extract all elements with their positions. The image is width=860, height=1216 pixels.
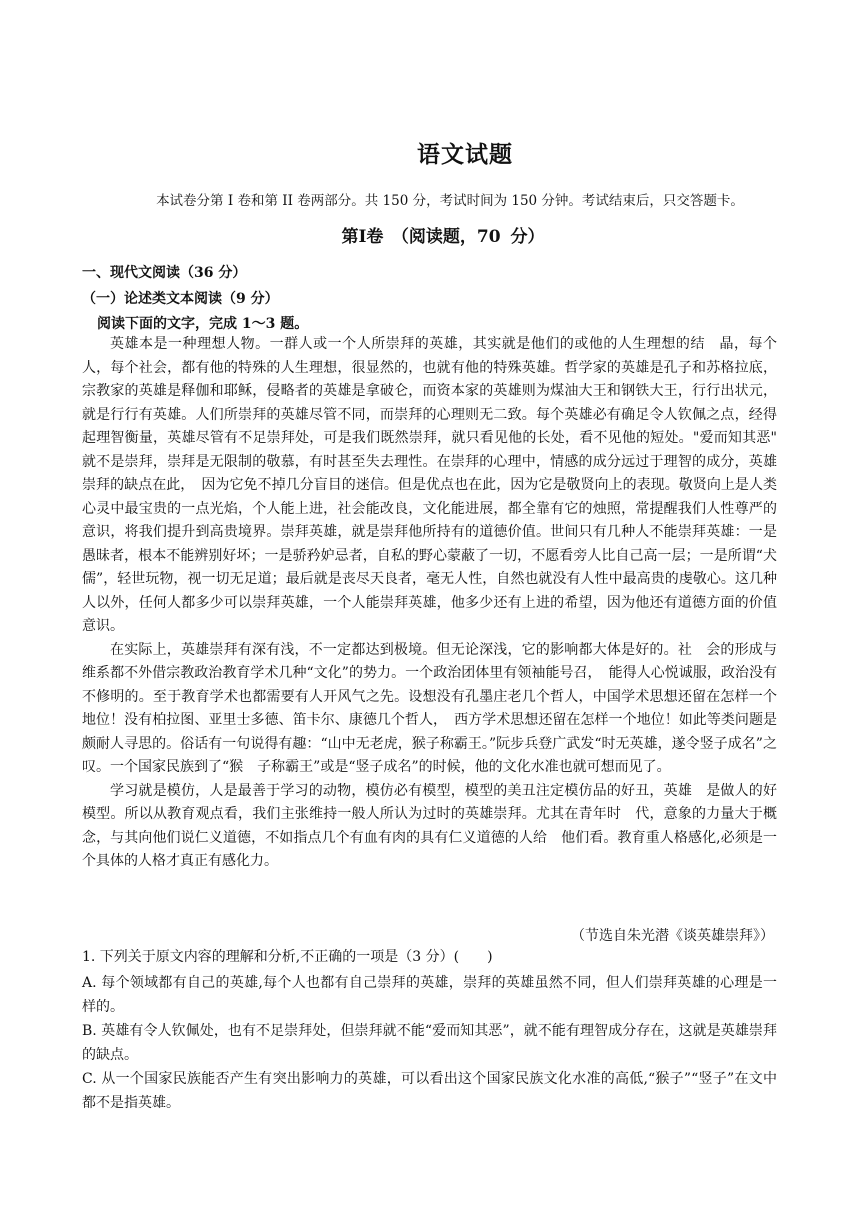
question-1: 1. 下列关于原文内容的理解和分析,不正确的一项是（3 分）( ) bbox=[82, 949, 493, 965]
passage-paragraph-3: 学习就是模仿，人是最善于学习的动物，模仿必有模型，模型的美丑注定模仿品的好丑，英雄 是做人的好模型。所以从教育观点看，我们主张维持一般人所认为过时的英雄崇拜。尤其在青年时 代，意象的力量大于概念，与其向他们说仁义道德，不如指点几个有血有肉的具有仁义道德的人给 他们看。教育重人格感化,必须是一个具体的人格才真正有感化力。 bbox=[82, 782, 777, 869]
reading-passage bbox=[82, 333, 777, 874]
exam-intro: 本试卷分第 I 卷和第 II 卷两部分。共 150 分，考试时间为 150 分钟。考试结束后，只交答题卡。 bbox=[156, 193, 744, 209]
page-title: 语文试题 bbox=[417, 141, 513, 168]
option-b: B. 英雄有令人钦佩处，也有不足崇拜处，但崇拜就不能“爱而知其恶”，就不能有理智成分存在，这就是英雄崇拜的缺点。 bbox=[82, 1023, 777, 1063]
passage-paragraph-1: 英雄本是一种理想人物。一群人或一个人所崇拜的英雄，其实就是他们的或他的人生理想的结 晶，每个人，每个社会，都有他的特殊的人生理想，很显然的，也就有他的特殊英雄。哲学家的英雄是孔子和苏格拉底，宗教家的英雄是释伽和耶稣，侵略者的英雄是拿破仑，而资本家的英雄则为煤油大王和钢铁大王，行行出状元，就是行行有英雄。人们所崇拜的英雄尽管不同，而崇拜的心理则无二致。每个英雄必有确足令人钦佩之点，经得起理智衡量，英雄尽管有不足崇拜处，可是我们既然崇拜，就只看见他的长处，看不见他的短处。"爱而知其恶" 就不是崇拜，崇拜是无限制的敬慕，有时甚至失去理性。在崇拜的心理中，情感的成分远过于理智的成分，英雄崇拜的缺点在此， 因为它免不掉几分盲目的迷信。但是优点也在此，因为它是敬贤向上的表现。敬贤向上是人类心灵中最宝贵的一点光焰，个人能上进，社会能改良，文化能进展，都全靠有它的烛照，常提醒我们人性尊严的意识，将我们提升到高贵境界。崇拜英雄，就是崇拜他所持有的道德价值。世间只有几种人不能崇拜英雄：一是愚昧者，根本不能辨别好坏；一是骄矜妒忌者，自私的野心蒙蔽了一切，不愿看旁人比自己高一层；一是所谓“犬儒”，轻世玩物，视一切无足道；最后就是丧尽天良者，毫无人性，自然也就没有人性中最高贵的虔敬心。这几种人以外，任何人都多少可以崇拜英雄，一个人能崇拜英雄，他多少还有上进的希望，因为他还有道德方面的价值意识。 bbox=[82, 336, 777, 634]
reading-instruction: 阅读下面的文字，完成 1～3 题。 bbox=[97, 316, 309, 332]
subsection-heading: （一）论述类文本阅读（9 分） bbox=[82, 291, 279, 307]
volume-title: 第Ⅰ卷 （阅读题，70 分） bbox=[341, 227, 545, 247]
passage-source: （节选自朱光潜《谈英雄崇拜》） bbox=[571, 928, 774, 944]
section-heading: 一、现代文阅读（36 分） bbox=[82, 265, 247, 281]
option-c: C. 从一个国家民族能否产生有突出影响力的英雄，可以看出这个国家民族文化水准的高低,“猴子”“竖子”在文中都不是指英雄。 bbox=[82, 1071, 777, 1111]
option-a: A. 每个领域都有自己的英雄,每个人也都有自己崇拜的英雄，崇拜的英雄虽然不同，但人们崇拜英雄的心理是一样的。 bbox=[82, 975, 777, 1015]
passage-paragraph-2: 在实际上，英雄崇拜有深有浅，不一定都达到极境。但无论深浅，它的影响都大体是好的。社 会的形成与维系都不外借宗教政治教育学术几种“文化”的势力。一个政治团体里有领袖能号召， 能得人心悦诚服，政治没有不修明的。至于教育学术也都需要有人开风气之先。设想没有孔墨庄老几个哲人，中国学术思想还留在怎样一个地位！没有柏拉图、亚里士多德、笛卡尔、康德几个哲人， 西方学术思想还留在怎样一个地位！如此等类问题是颇耐人寻思的。俗话有一句说得有趣：“山中无老虎，猴子称霸王。”阮步兵登广武发“时无英雄，遂令竖子成名”之叹。一个国家民族到了“猴 子称霸王”或是“竖子成名”的时候，他的文化水准也就可想而见了。 bbox=[82, 641, 777, 775]
